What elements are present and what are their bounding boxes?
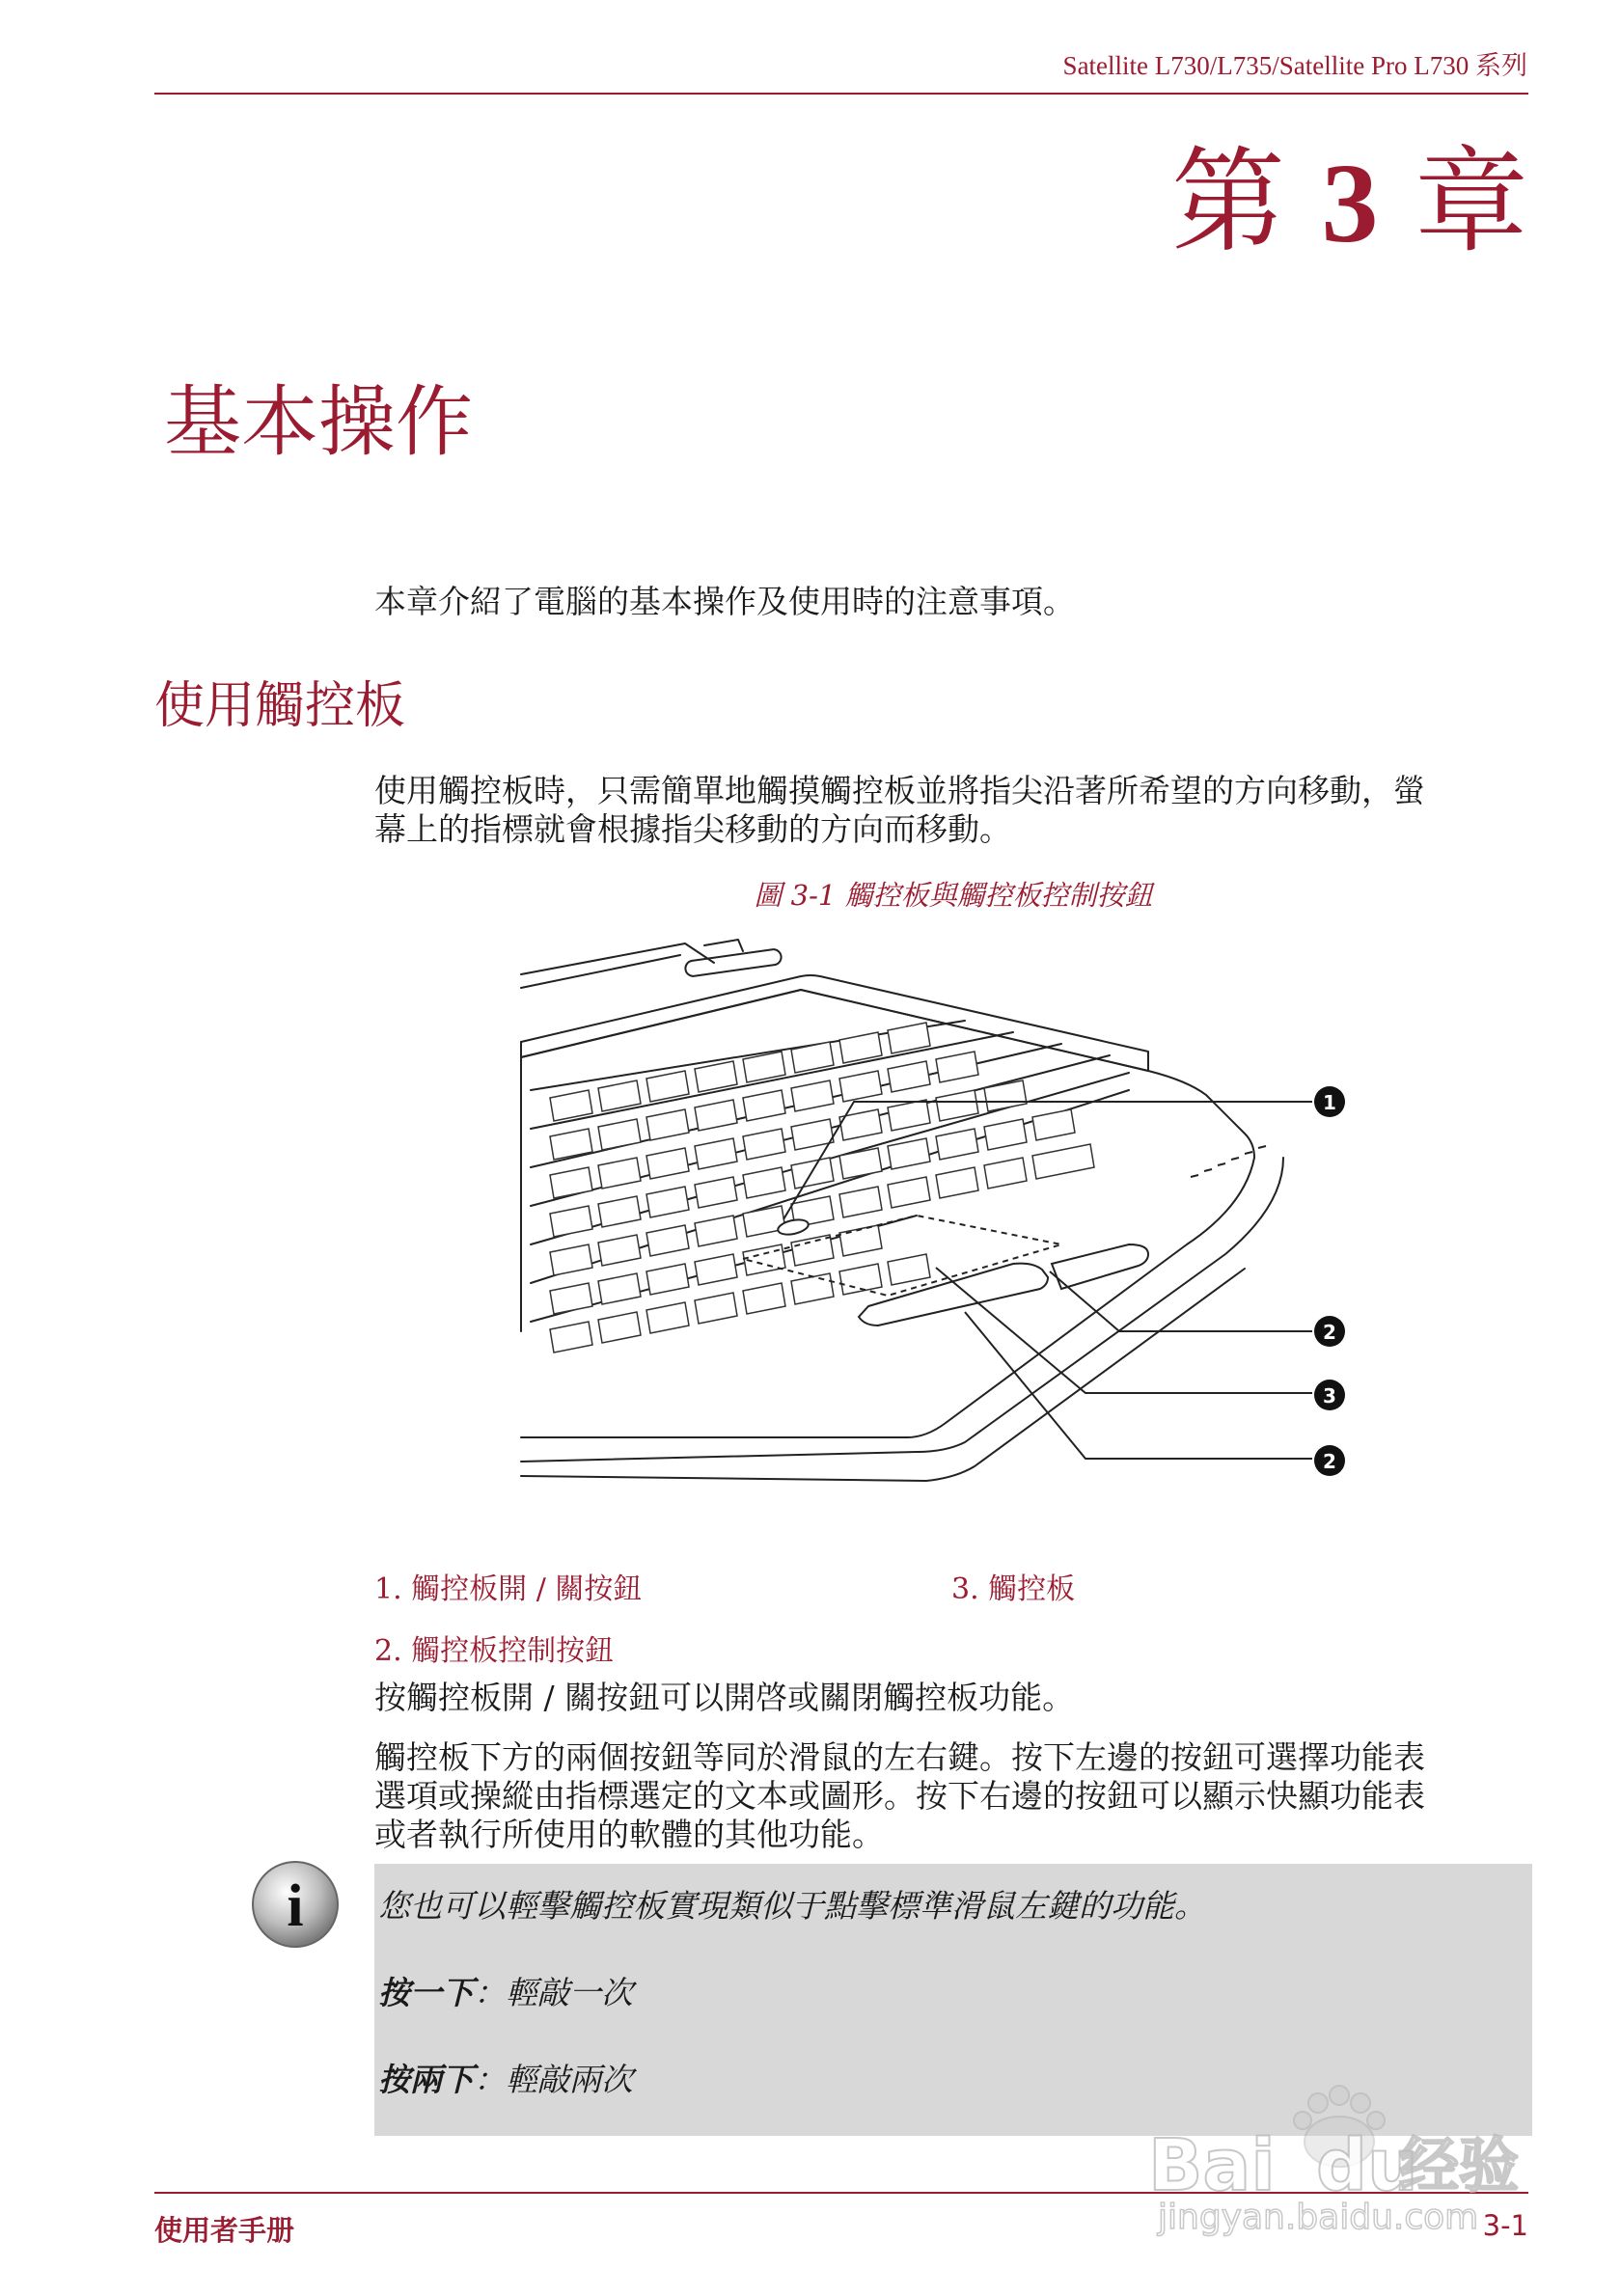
keyboard-top-edge [521,975,1148,1071]
touchpad-right-button [1052,1244,1148,1289]
callout-label: 2 [1323,1450,1336,1473]
callout-label: 2 [1323,1321,1336,1344]
touchpad-left-button [859,1264,1048,1326]
buttons-paragraph: 觸控板下方的兩個按鈕等同於滑鼠的左右鍵。按下左邊的按鈕可選擇功能表 選項或操縱由指標選定的文本或圖形。按下右邊的按鈕可以顯示快顯功能表 或者執行所使用的軟體的其他功能。 [374,1738,1425,1853]
chapter-number: 第 3 章 [1170,135,1528,268]
note-text: 您也可以輕擊觸控板實現類似于點擊標準滑鼠左鍵的功能。 [378,1887,1206,1925]
keyboard-keys [550,1023,1094,1353]
baidu-watermark [1139,2084,1525,2238]
callout-label: 1 [1323,1091,1336,1114]
watermark-url: jingyan.baidu.com [1158,2198,1479,2237]
footer-manual-title: 使用者手册 [154,2214,295,2247]
figure-caption: 圖 3-1 觸控板與觸控板控制按鈕 [754,879,1153,912]
watermark-cn: 经验 [1399,2130,1520,2200]
legend-item-3: 3. 觸控板 [951,1572,1076,1606]
note-click: 按一下：輕敲一次 [378,1974,633,2011]
note-double-click: 按兩下：輕敲兩次 [378,2061,633,2098]
callout-label: 3 [1323,1384,1336,1408]
touchpad-paragraph: 使用觸控板時，只需簡單地觸摸觸控板並將指尖沿著所希望的方向移動，螢 幕上的指標就會根據指尖移動的方向而移動。 [374,772,1425,848]
intro-paragraph: 本章介紹了電腦的基本操作及使用時的注意事項。 [374,583,1075,620]
svg-text:i: i [287,1873,304,1939]
info-icon [249,1858,342,1951]
onoff-paragraph: 按觸控板開 / 關按鈕可以開啓或關閉觸控板功能。 [374,1679,1075,1716]
watermark-brand: Bai [1148,2124,1276,2207]
legend-item-2: 2. 觸控板控制按鈕 [374,1634,615,1668]
running-header: Satellite L730/L735/Satellite Pro L730 系列 [1062,51,1527,80]
legend-item-1: 1. 觸控板開 / 關按鈕 [374,1572,643,1606]
touchpad-figure [511,926,1399,1505]
section-title: 使用觸控板 [154,677,406,735]
page-number: 3-1 [1482,2209,1528,2242]
chapter-title: 基本操作 [164,377,473,467]
callout-badges [1314,1086,1345,1476]
header-rule [154,93,1528,95]
watermark-brand2: du [1316,2124,1418,2207]
